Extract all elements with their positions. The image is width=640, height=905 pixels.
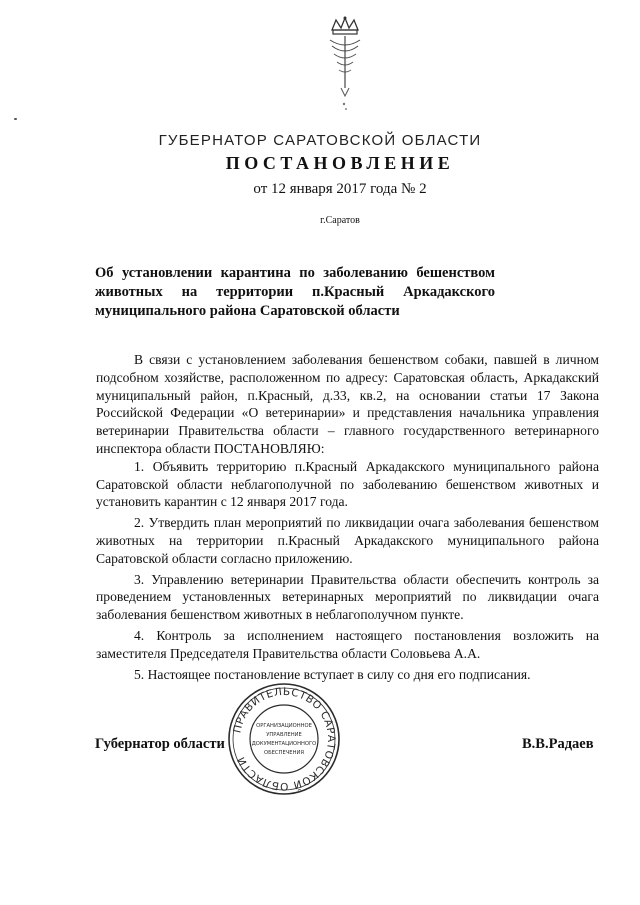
resolution-item: 5. Настоящее постановление вступает в силу со дня его подписания. [134,666,531,682]
resolution-item: 4. Контроль за исполнением настоящего постановления возложить на заместителя Председателя Правительства области Соловьева А.А. [96,627,599,661]
issuing-authority: ГУБЕРНАТОР САРАТОВСКОЙ ОБЛАСТИ [158,132,482,149]
document-subject [95,264,495,321]
svg-text:ПРАВИТЕЛЬСТВО САРАТОВСКОЙ ОБЛА: ПРАВИТЕЛЬСТВО САРАТОВСКОЙ ОБЛАСТИ [231,685,338,793]
resolution-item: 3. Управлению ветеринарии Правительства области обеспечить контроль за проведением установленных ветеринарных мероприятий по ликвидации очага заболевания бешенством животных в неблагополучном пункте. [96,571,599,623]
svg-text:УПРАВЛЕНИЕ: УПРАВЛЕНИЕ [266,732,302,738]
resolution-item: 2. Утвердить план мероприятий по ликвидации очага заболевания бешенством животных на территории п.Красный Аркадакского муниципального района Саратовской области согласно приложению. [96,515,599,566]
document-type: ПОСТАНОВЛЕНИЕ [225,153,455,173]
signatory-name: В.В.Радаев [522,736,594,752]
subject-line: Об установлении карантина по заболеванию бешенством [95,265,495,281]
svg-text:ОБЕСПЕЧЕНИЯ: ОБЕСПЕЧЕНИЯ [264,750,304,756]
document-city: г.Саратов [320,215,360,226]
preamble-paragraph: В связи с установлением заболевания бешенством собаки, павшей в личном подсобном хозяйстве, расположенном по адресу: Саратовская область, Аркадакский муниципальный район, п.Красный, д.33, кв.2, на основании статьи 17 Закона Российской Федерации «О ветеринарии» и представления начальника управления ветеринарии Правительства области – главного государственного ветеринарного инспектора области ПОСТАНОВЛЯЮ: [96,352,599,456]
document-date-number: от 12 января 2017 года № 2 [253,181,427,197]
signatory-position: Губернатор области [95,736,225,752]
official-seal-stamp [226,681,342,797]
subject-line: муниципального района Саратовской области [95,303,400,319]
resolution-item: 1. Объявить территорию п.Красный Аркадакского муниципального района Саратовской области неблагополучной по заболеванию бешенством животных и установить карантин с 12 января 2017 года. [96,458,599,510]
coat-of-arms-emblem [322,16,368,114]
svg-text:ОРГАНИЗАЦИОННОЕ: ОРГАНИЗАЦИОННОЕ [256,723,312,729]
document-body [96,351,599,683]
subject-line: животных на территории п.Красный Аркадакского [95,284,495,300]
svg-text:ДОКУМЕНТАЦИОННОГО: ДОКУМЕНТАЦИОННОГО [251,741,317,747]
scan-speck [14,118,17,120]
